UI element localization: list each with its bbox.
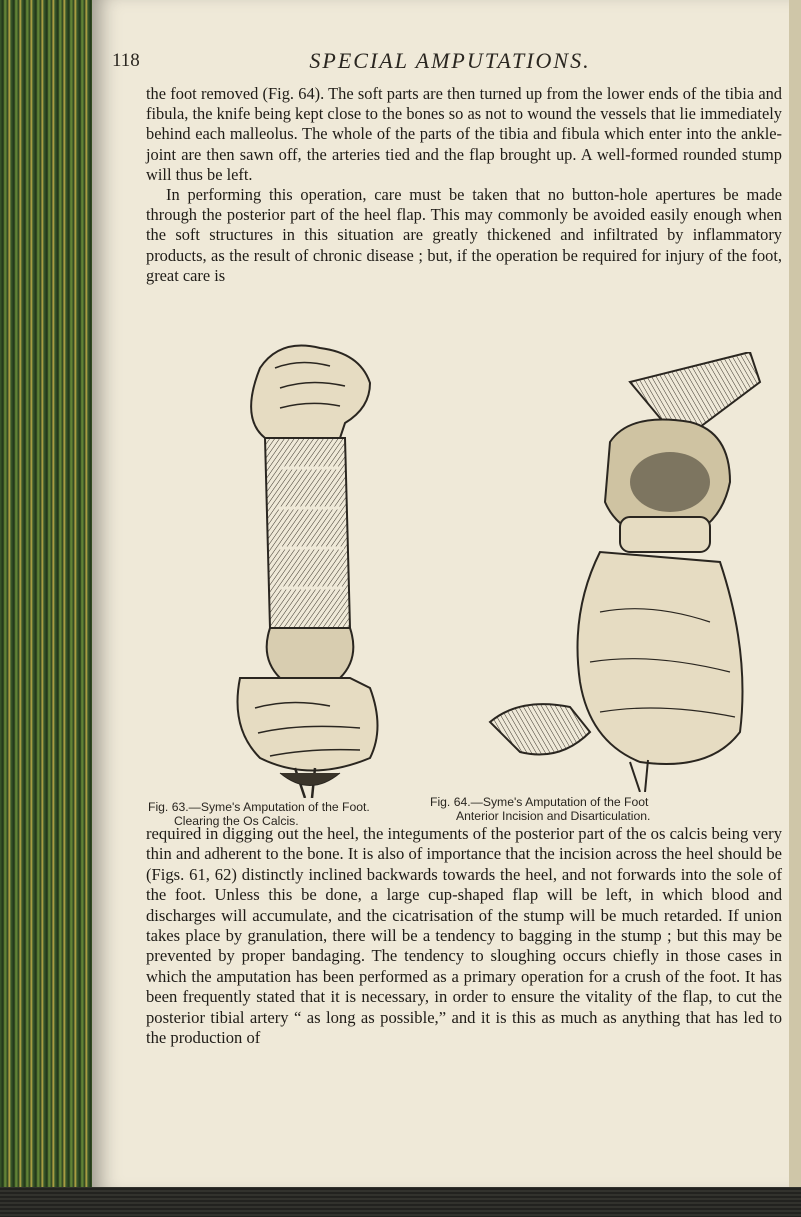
foot-sole-drawing [578, 552, 743, 764]
figure-63-illustration [220, 328, 390, 798]
heel-flap-drawing [267, 628, 354, 678]
book-bottom-edge [0, 1187, 801, 1217]
page-header [112, 42, 788, 78]
bone-end-drawing [620, 517, 710, 552]
caption-line: Clearing the Os Calcis. [174, 814, 299, 828]
grasping-hand-drawing [251, 346, 370, 439]
caption-line: Fig. 63.—Syme's Amputation of the Foot. [148, 800, 370, 814]
figure-64-caption [430, 795, 780, 823]
book-spine-edge [0, 0, 96, 1217]
body-text-top [146, 84, 782, 286]
body-text-bottom [146, 824, 782, 1048]
surgeon-hand-drawing [238, 678, 378, 771]
running-title: SPECIAL AMPUTATIONS. [309, 48, 591, 73]
paragraph: required in digging out the heel, the integuments of the posterior part of the os calcis being very thin and adherent to the bone. It is also of importance that the incision across the heel should be (Figs. 61, 62) distinctly inclined backwards towards the heel, and not forwards into the sole of the foot. Unless this be done, a large cup-shaped flap will be left, in which blood and discharges will accumulate, and the cicatrisation of the stump will be much retarded. If union takes place by granulation, there will be a tendency to bagging in the stump ; but this may be prevented by proper bandaging. The tendency to sloughing occurs chiefly in those cases in which the amputation has been performed as a primary operation for a crush of the foot. It has been frequently stated that it is necessary, in order to ensure the vitality of the flap, to cut the posterior tibial artery “ as long as possible,” and it is this as much as anything that has led to the production of [146, 824, 782, 1048]
page-right-edge [789, 0, 801, 1217]
figure-64-illustration [480, 352, 770, 792]
paragraph: In performing this operation, care must be taken that no button-hole apertures be made through the posterior part of the heel flap. This may commonly be avoided easily enough when the soft structures in this situation are greatly thickened and infiltrated by inflammatory products, as the result of chronic disease ; but, if the operation be required for injury of the foot, great care is [146, 185, 782, 285]
toes-drawing [490, 704, 590, 754]
caption-line: Fig. 64.—Syme's Amputation of the Foot [430, 795, 649, 809]
paragraph: the foot removed (Fig. 64). The soft parts are then turned up from the lower ends of the tibia and fibula, the knife being kept close to the bones so as not to wound the vessels that lie immediately behind each malleolus. The whole of the parts of the tibia and fibula which enter into the ankle-joint are then sawn off, the arteries tied and the flap brought up. A well-formed rounded stump will thus be left. [146, 84, 782, 184]
caption-line: Anterior Incision and Disarticulation. [456, 809, 651, 823]
page-number: 118 [112, 50, 140, 71]
